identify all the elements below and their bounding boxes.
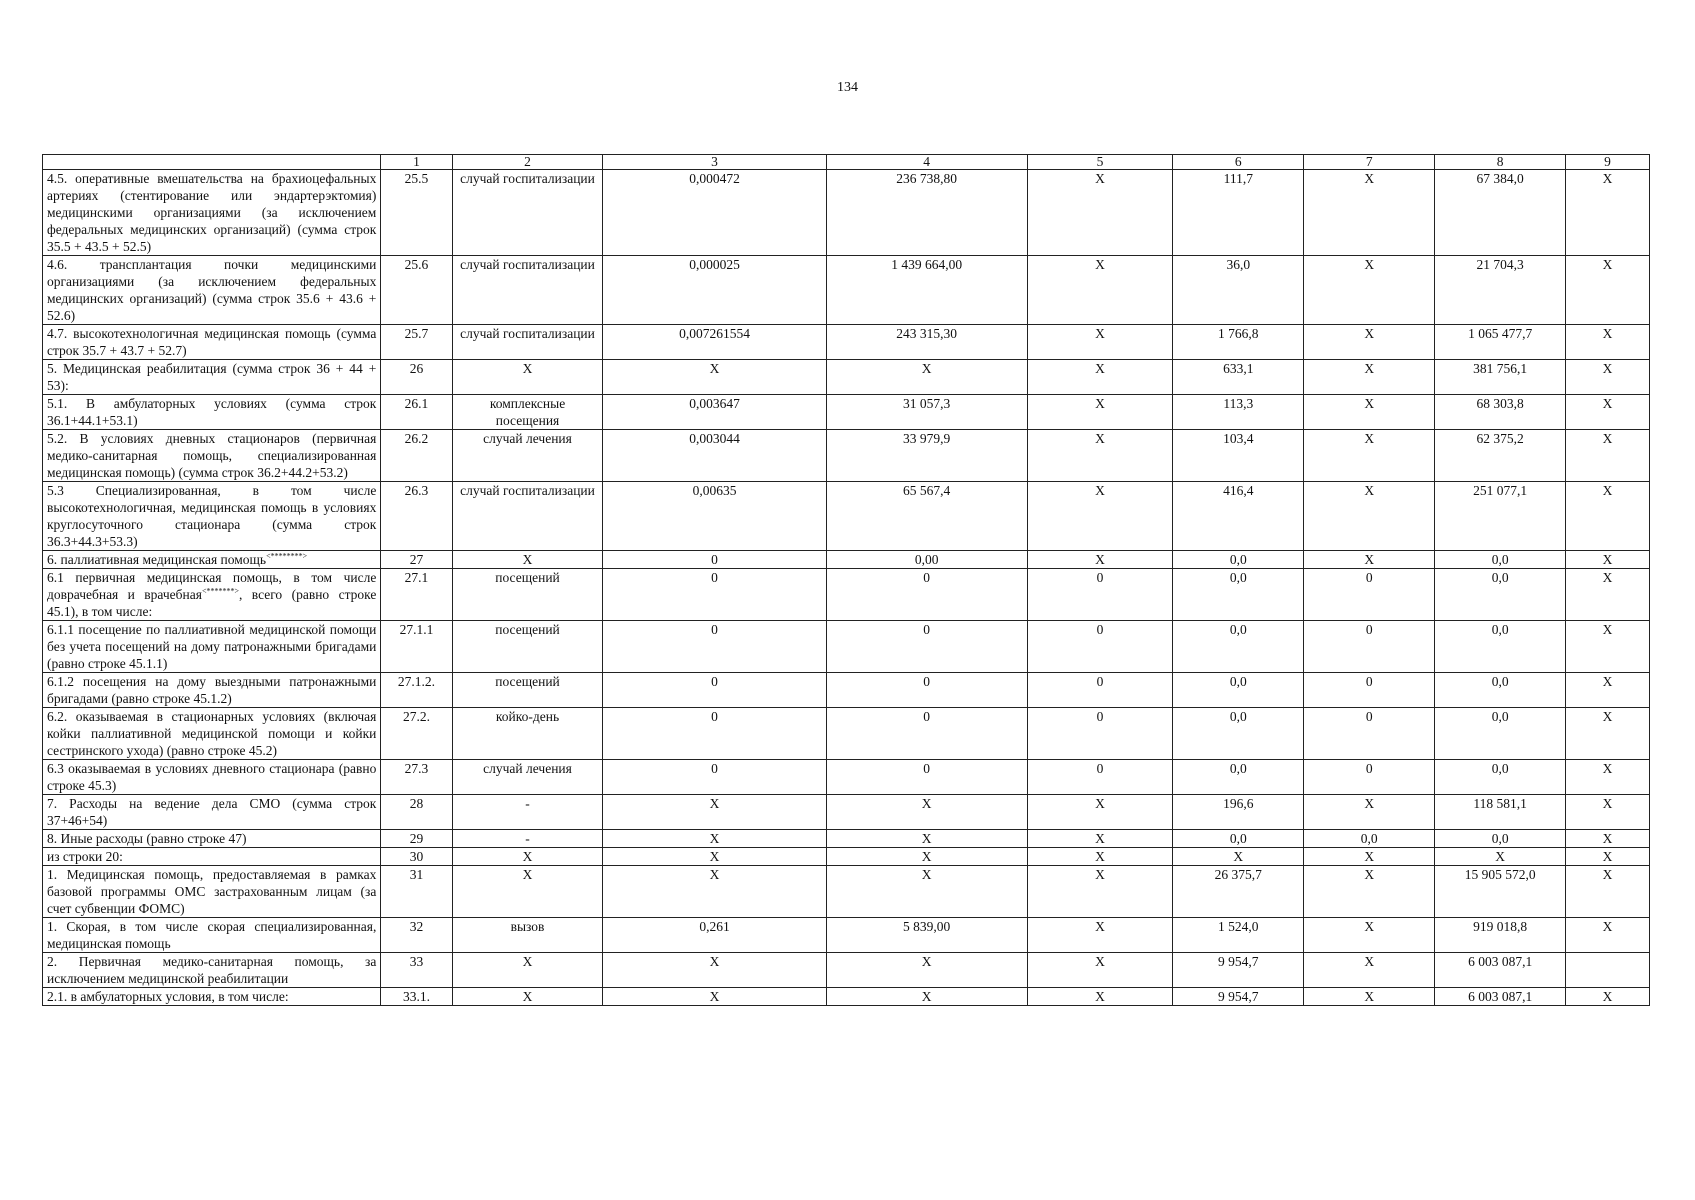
budget-table <box>42 154 1650 1006</box>
row-description-text: 6.1.1 посещение по паллиативной медицинской помощи без учета посещений на дому патронажными бригадами (равно строке 45.1.1) <box>47 622 377 671</box>
cell-col-1: 25.6 <box>381 256 452 325</box>
cell-col-4: X <box>826 988 1027 1006</box>
cell-col-5: X <box>1027 953 1173 988</box>
cell-col-6: 0,0 <box>1173 673 1304 708</box>
cell-col-6: 416,4 <box>1173 482 1304 551</box>
cell-col-1: 27.1.1 <box>381 621 452 673</box>
cell-col-7: X <box>1304 551 1435 569</box>
row-description-text: 4.6. трансплантация почки медицинскими организациями (за исключением федеральных медицинских организаций) (сумма строк 35.6 + 43.6 + 52.6) <box>47 257 377 323</box>
row-description <box>43 866 381 918</box>
cell-col-9 <box>1566 953 1650 988</box>
cell-col-2: случай лечения <box>452 430 603 482</box>
cell-col-1: 33.1. <box>381 988 452 1006</box>
page-number: 134 <box>837 80 858 95</box>
row-description <box>43 395 381 430</box>
cell-col-8: 381 756,1 <box>1435 360 1566 395</box>
cell-col-8: 0,0 <box>1435 830 1566 848</box>
cell-col-6: 111,7 <box>1173 170 1304 256</box>
cell-col-4: 0 <box>826 569 1027 621</box>
cell-col-5: 0 <box>1027 569 1173 621</box>
cell-col-7: X <box>1304 848 1435 866</box>
cell-col-8: 0,0 <box>1435 673 1566 708</box>
cell-col-2: случай госпитализации <box>452 482 603 551</box>
footnote-marker: <********> <box>266 551 308 561</box>
row-description-text: из строки 20: <box>47 849 123 864</box>
header-cell-5: 5 <box>1027 155 1173 170</box>
row-description <box>43 551 381 569</box>
footnote-marker: <*******> <box>201 586 239 596</box>
cell-col-2: койко-день <box>452 708 603 760</box>
row-description-text: 2.1. в амбулаторных условия, в том числе: <box>47 989 289 1004</box>
cell-col-5: X <box>1027 848 1173 866</box>
row-description <box>43 325 381 360</box>
table-row <box>43 830 1650 848</box>
cell-col-3: X <box>603 795 826 830</box>
cell-col-4: 0 <box>826 621 1027 673</box>
cell-col-1: 27.2. <box>381 708 452 760</box>
cell-col-9: X <box>1566 795 1650 830</box>
cell-col-7: 0 <box>1304 708 1435 760</box>
cell-col-7: X <box>1304 953 1435 988</box>
cell-col-1: 26 <box>381 360 452 395</box>
cell-col-3: 0,261 <box>603 918 826 953</box>
cell-col-5: X <box>1027 256 1173 325</box>
row-description-text: 5. Медицинская реабилитация (сумма строк 36 + 44 + 53): <box>47 361 377 393</box>
row-description <box>43 256 381 325</box>
cell-col-8: 919 018,8 <box>1435 918 1566 953</box>
row-description-text: 4.5. оперативные вмешательства на брахиоцефальных артериях (стентирование или эндартерэктомия) медицинскими организациями (за исключением федеральных медицинских организаций) (сумма строк 35.5 + 43.5 + 52.5) <box>47 171 377 254</box>
cell-col-9: X <box>1566 395 1650 430</box>
cell-col-8: 67 384,0 <box>1435 170 1566 256</box>
cell-col-3: X <box>603 953 826 988</box>
table-row <box>43 482 1650 551</box>
cell-col-8: 251 077,1 <box>1435 482 1566 551</box>
cell-col-4: 236 738,80 <box>826 170 1027 256</box>
header-cell-2: 2 <box>452 155 603 170</box>
cell-col-8: 68 303,8 <box>1435 395 1566 430</box>
cell-col-3: 0 <box>603 621 826 673</box>
table-row <box>43 170 1650 256</box>
row-description-tail: , всего (равно строке 45.1), в том числе: <box>47 587 377 619</box>
cell-col-9: X <box>1566 830 1650 848</box>
cell-col-1: 33 <box>381 953 452 988</box>
cell-col-9: X <box>1566 482 1650 551</box>
cell-col-5: X <box>1027 325 1173 360</box>
cell-col-7: X <box>1304 325 1435 360</box>
header-cell-9: 9 <box>1566 155 1650 170</box>
cell-col-6: 36,0 <box>1173 256 1304 325</box>
cell-col-5: 0 <box>1027 673 1173 708</box>
cell-col-2: случай госпитализации <box>452 170 603 256</box>
header-cell-6: 6 <box>1173 155 1304 170</box>
cell-col-6: 103,4 <box>1173 430 1304 482</box>
row-description <box>43 848 381 866</box>
cell-col-5: X <box>1027 866 1173 918</box>
cell-col-2: X <box>452 866 603 918</box>
cell-col-1: 27 <box>381 551 452 569</box>
header-cell-7: 7 <box>1304 155 1435 170</box>
header-cell-0 <box>43 155 381 170</box>
cell-col-5: X <box>1027 395 1173 430</box>
cell-col-7: 0,0 <box>1304 830 1435 848</box>
table-row <box>43 360 1650 395</box>
cell-col-1: 31 <box>381 866 452 918</box>
cell-col-7: X <box>1304 918 1435 953</box>
cell-col-7: X <box>1304 256 1435 325</box>
cell-col-9: X <box>1566 325 1650 360</box>
cell-col-2: посещений <box>452 621 603 673</box>
cell-col-7: X <box>1304 395 1435 430</box>
cell-col-3: 0 <box>603 708 826 760</box>
row-description-text: 1. Медицинская помощь, предоставляемая в рамках базовой программы ОМС застрахованным лицам (за счет субвенции ФОМС) <box>47 867 377 916</box>
row-description-text: 5.3 Специализированная, в том числе высокотехнологичная, медицинская помощь в условиях круглосуточного стационара (сумма строк 36.3+44.3+53.3) <box>47 483 377 549</box>
cell-col-3: 0,000025 <box>603 256 826 325</box>
cell-col-3: 0,00635 <box>603 482 826 551</box>
row-description <box>43 430 381 482</box>
cell-col-3: 0,003647 <box>603 395 826 430</box>
cell-col-3: 0 <box>603 551 826 569</box>
cell-col-5: 0 <box>1027 708 1173 760</box>
cell-col-6: 0,0 <box>1173 760 1304 795</box>
cell-col-6: 0,0 <box>1173 708 1304 760</box>
cell-col-6: 9 954,7 <box>1173 953 1304 988</box>
cell-col-3: 0,007261554 <box>603 325 826 360</box>
cell-col-5: 0 <box>1027 760 1173 795</box>
cell-col-6: 26 375,7 <box>1173 866 1304 918</box>
cell-col-4: 5 839,00 <box>826 918 1027 953</box>
cell-col-9: X <box>1566 760 1650 795</box>
cell-col-8: 0,0 <box>1435 760 1566 795</box>
cell-col-4: 33 979,9 <box>826 430 1027 482</box>
cell-col-4: 0 <box>826 673 1027 708</box>
cell-col-7: 0 <box>1304 621 1435 673</box>
cell-col-3: 0 <box>603 760 826 795</box>
cell-col-4: 0 <box>826 708 1027 760</box>
cell-col-1: 29 <box>381 830 452 848</box>
cell-col-3: 0 <box>603 673 826 708</box>
cell-col-7: 0 <box>1304 673 1435 708</box>
row-description-text: 6. паллиативная медицинская помощь <box>47 552 267 567</box>
cell-col-2: X <box>452 551 603 569</box>
cell-col-7: X <box>1304 170 1435 256</box>
cell-col-1: 28 <box>381 795 452 830</box>
cell-col-9: X <box>1566 551 1650 569</box>
header-cell-4: 4 <box>826 155 1027 170</box>
cell-col-5: X <box>1027 482 1173 551</box>
cell-col-2: - <box>452 830 603 848</box>
row-description <box>43 953 381 988</box>
table-row <box>43 551 1650 569</box>
cell-col-1: 25.5 <box>381 170 452 256</box>
cell-col-8: X <box>1435 848 1566 866</box>
cell-col-9: X <box>1566 673 1650 708</box>
cell-col-7: 0 <box>1304 569 1435 621</box>
table-row <box>43 673 1650 708</box>
cell-col-6: 9 954,7 <box>1173 988 1304 1006</box>
table-row <box>43 708 1650 760</box>
row-description <box>43 795 381 830</box>
cell-col-9: X <box>1566 866 1650 918</box>
cell-col-1: 30 <box>381 848 452 866</box>
cell-col-4: 0,00 <box>826 551 1027 569</box>
header-cell-1: 1 <box>381 155 452 170</box>
header-cell-8: 8 <box>1435 155 1566 170</box>
row-description-text: 6.3 оказываемая в условиях дневного стационара (равно строке 45.3) <box>47 761 377 793</box>
row-description-text: 1. Скорая, в том числе скорая специализированная, медицинская помощь <box>47 919 377 951</box>
cell-col-5: X <box>1027 830 1173 848</box>
row-description <box>43 988 381 1006</box>
table-header <box>43 155 1650 170</box>
cell-col-4: 65 567,4 <box>826 482 1027 551</box>
cell-col-3: X <box>603 830 826 848</box>
budget-table-container <box>42 154 1650 1006</box>
table-row <box>43 953 1650 988</box>
table-row <box>43 395 1650 430</box>
row-description <box>43 170 381 256</box>
cell-col-5: X <box>1027 170 1173 256</box>
cell-col-3: 0,003044 <box>603 430 826 482</box>
cell-col-3: X <box>603 988 826 1006</box>
row-description <box>43 708 381 760</box>
cell-col-3: X <box>603 848 826 866</box>
cell-col-2: - <box>452 795 603 830</box>
header-cell-3: 3 <box>603 155 826 170</box>
cell-col-8: 0,0 <box>1435 551 1566 569</box>
cell-col-4: X <box>826 866 1027 918</box>
table-row <box>43 848 1650 866</box>
cell-col-4: 243 315,30 <box>826 325 1027 360</box>
row-description <box>43 360 381 395</box>
cell-col-5: X <box>1027 430 1173 482</box>
cell-col-2: случай госпитализации <box>452 325 603 360</box>
cell-col-7: X <box>1304 866 1435 918</box>
cell-col-4: X <box>826 795 1027 830</box>
row-description <box>43 621 381 673</box>
row-description <box>43 569 381 621</box>
cell-col-5: X <box>1027 551 1173 569</box>
cell-col-7: X <box>1304 795 1435 830</box>
row-description-text: 6.2. оказываемая в стационарных условиях (включая койки паллиативной медицинской помощи и койки сестринского ухода) (равно строке 45.2) <box>47 709 377 758</box>
cell-col-2: посещений <box>452 569 603 621</box>
table-row <box>43 621 1650 673</box>
row-description-text: 5.1. В амбулаторных условиях (сумма строк 36.1+44.1+53.1) <box>47 396 377 428</box>
cell-col-2: X <box>452 848 603 866</box>
cell-col-2: комплексные посещения <box>452 395 603 430</box>
cell-col-4: 0 <box>826 760 1027 795</box>
cell-col-9: X <box>1566 170 1650 256</box>
table-row <box>43 760 1650 795</box>
cell-col-4: 1 439 664,00 <box>826 256 1027 325</box>
cell-col-3: X <box>603 866 826 918</box>
cell-col-8: 15 905 572,0 <box>1435 866 1566 918</box>
cell-col-9: X <box>1566 360 1650 395</box>
cell-col-9: X <box>1566 621 1650 673</box>
cell-col-6: 113,3 <box>1173 395 1304 430</box>
cell-col-5: X <box>1027 795 1173 830</box>
cell-col-5: X <box>1027 360 1173 395</box>
cell-col-9: X <box>1566 256 1650 325</box>
cell-col-6: 0,0 <box>1173 569 1304 621</box>
cell-col-2: случай лечения <box>452 760 603 795</box>
cell-col-8: 62 375,2 <box>1435 430 1566 482</box>
cell-col-9: X <box>1566 848 1650 866</box>
cell-col-8: 1 065 477,7 <box>1435 325 1566 360</box>
cell-col-9: X <box>1566 430 1650 482</box>
cell-col-7: X <box>1304 482 1435 551</box>
table-row <box>43 256 1650 325</box>
cell-col-1: 32 <box>381 918 452 953</box>
table-row <box>43 918 1650 953</box>
cell-col-3: 0,000472 <box>603 170 826 256</box>
cell-col-1: 27.3 <box>381 760 452 795</box>
cell-col-6: 0,0 <box>1173 621 1304 673</box>
cell-col-6: 0,0 <box>1173 551 1304 569</box>
cell-col-4: X <box>826 360 1027 395</box>
table-row <box>43 988 1650 1006</box>
cell-col-8: 6 003 087,1 <box>1435 953 1566 988</box>
row-description-text: 4.7. высокотехнологичная медицинская помощь (сумма строк 35.7 + 43.7 + 52.7) <box>47 326 377 358</box>
cell-col-2: X <box>452 953 603 988</box>
row-description-text: 8. Иные расходы (равно строке 47) <box>47 831 247 846</box>
table-row <box>43 866 1650 918</box>
row-description <box>43 760 381 795</box>
cell-col-9: X <box>1566 708 1650 760</box>
cell-col-7: X <box>1304 430 1435 482</box>
cell-col-8: 0,0 <box>1435 621 1566 673</box>
cell-col-2: X <box>452 360 603 395</box>
cell-col-1: 27.1.2. <box>381 673 452 708</box>
cell-col-5: X <box>1027 918 1173 953</box>
row-description-text: 6.1 первичная медицинская помощь, в том числе доврачебная и врачебная <box>47 570 377 602</box>
cell-col-1: 26.3 <box>381 482 452 551</box>
cell-col-2: вызов <box>452 918 603 953</box>
cell-col-1: 27.1 <box>381 569 452 621</box>
cell-col-4: 31 057,3 <box>826 395 1027 430</box>
cell-col-2: посещений <box>452 673 603 708</box>
row-description <box>43 918 381 953</box>
cell-col-3: X <box>603 360 826 395</box>
row-description-text: 7. Расходы на ведение дела СМО (сумма строк 37+46+54) <box>47 796 377 828</box>
table-body <box>43 170 1650 1006</box>
cell-col-9: X <box>1566 569 1650 621</box>
table-row <box>43 325 1650 360</box>
cell-col-6: 1 766,8 <box>1173 325 1304 360</box>
cell-col-8: 21 704,3 <box>1435 256 1566 325</box>
cell-col-6: 633,1 <box>1173 360 1304 395</box>
cell-col-8: 118 581,1 <box>1435 795 1566 830</box>
cell-col-1: 26.2 <box>381 430 452 482</box>
row-description <box>43 673 381 708</box>
cell-col-7: X <box>1304 988 1435 1006</box>
cell-col-9: X <box>1566 988 1650 1006</box>
cell-col-2: X <box>452 988 603 1006</box>
cell-col-5: X <box>1027 988 1173 1006</box>
row-description-text: 2. Первичная медико-санитарная помощь, за исключением медицинской реабилитации <box>47 954 377 986</box>
cell-col-6: X <box>1173 848 1304 866</box>
cell-col-6: 0,0 <box>1173 830 1304 848</box>
row-description-text: 6.1.2 посещения на дому выездными патронажными бригадами (равно строке 45.1.2) <box>47 674 377 706</box>
cell-col-4: X <box>826 953 1027 988</box>
cell-col-1: 25.7 <box>381 325 452 360</box>
cell-col-4: X <box>826 830 1027 848</box>
row-description <box>43 482 381 551</box>
cell-col-8: 6 003 087,1 <box>1435 988 1566 1006</box>
cell-col-6: 196,6 <box>1173 795 1304 830</box>
cell-col-6: 1 524,0 <box>1173 918 1304 953</box>
cell-col-1: 26.1 <box>381 395 452 430</box>
cell-col-4: X <box>826 848 1027 866</box>
header-row <box>43 155 1650 170</box>
table-row <box>43 430 1650 482</box>
cell-col-7: X <box>1304 360 1435 395</box>
cell-col-5: 0 <box>1027 621 1173 673</box>
row-description <box>43 830 381 848</box>
table-row <box>43 795 1650 830</box>
cell-col-9: X <box>1566 918 1650 953</box>
cell-col-7: 0 <box>1304 760 1435 795</box>
cell-col-2: случай госпитализации <box>452 256 603 325</box>
cell-col-3: 0 <box>603 569 826 621</box>
cell-col-8: 0,0 <box>1435 708 1566 760</box>
row-description-text: 5.2. В условиях дневных стационаров (первичная медико-санитарная помощь, специализированная медицинская помощь) (сумма строк 36.2+44.2+53.2) <box>47 431 377 480</box>
cell-col-8: 0,0 <box>1435 569 1566 621</box>
table-row <box>43 569 1650 621</box>
